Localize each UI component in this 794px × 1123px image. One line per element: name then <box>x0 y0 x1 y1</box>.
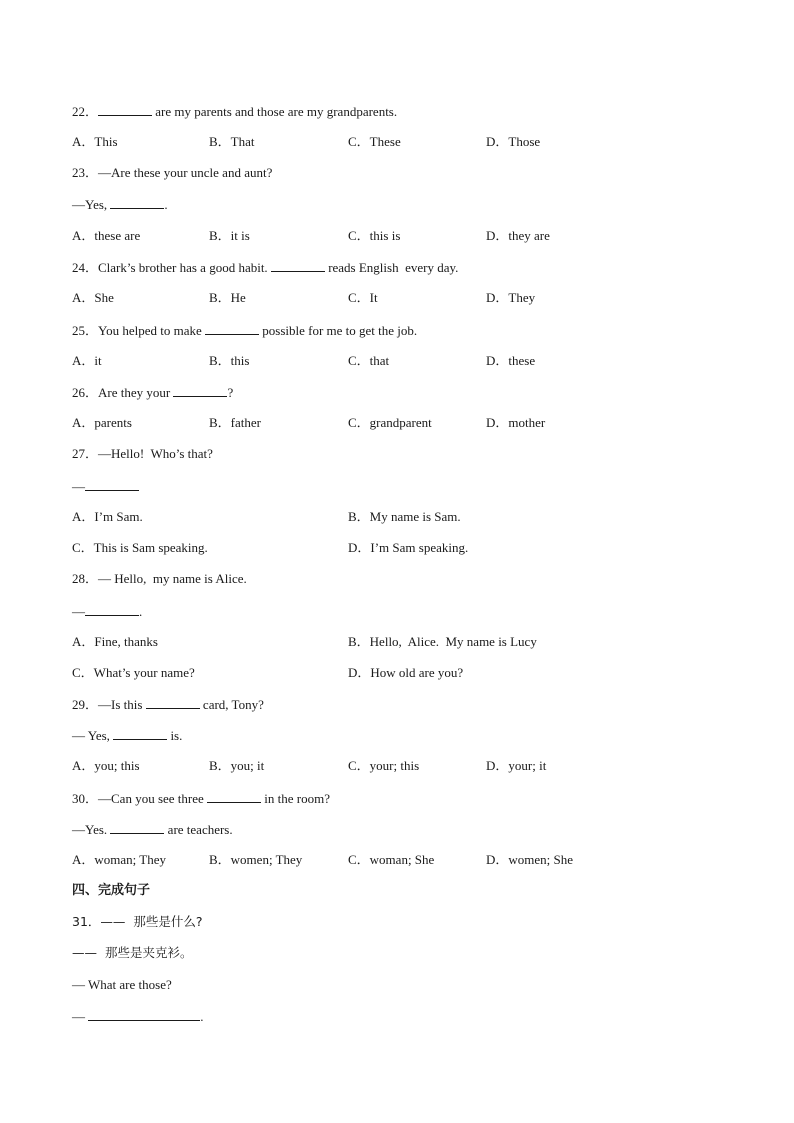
question-31-chinese-prompt: 31．—— 那些是什么? <box>72 914 203 929</box>
option-a[interactable]: A．it <box>72 353 102 368</box>
question-23: 23．—Are these your uncle and aunt? <box>72 165 273 180</box>
answer-blank[interactable] <box>110 195 164 209</box>
option-d[interactable]: D．these <box>486 353 536 368</box>
option-d[interactable]: D．your; it <box>486 758 547 773</box>
option-a[interactable]: A．parents <box>72 415 132 430</box>
question-31-chinese-answer: —— 那些是夹克衫。 <box>72 945 193 960</box>
answer-blank[interactable] <box>173 383 227 397</box>
answer-blank[interactable] <box>146 695 200 709</box>
option-d[interactable]: D．Those <box>486 134 541 149</box>
option-b[interactable]: B．this <box>209 353 250 368</box>
question-27: 27．—Hello! Who’s that? <box>72 446 213 461</box>
question-26: 26．Are they your ? <box>72 385 234 400</box>
option-c[interactable]: C．woman; She <box>348 852 435 867</box>
option-b[interactable]: B．That <box>209 134 255 149</box>
option-a[interactable]: A．I’m Sam. <box>72 509 143 524</box>
answer-blank[interactable] <box>207 789 261 803</box>
answer-blank[interactable] <box>85 477 139 491</box>
option-b[interactable]: B．father <box>209 415 261 430</box>
option-a[interactable]: A．Fine, thanks <box>72 634 158 649</box>
option-a[interactable]: A．you; this <box>72 758 140 773</box>
answer-blank[interactable] <box>110 820 164 834</box>
question-25: 25．You helped to make possible for me to get the job. <box>72 323 418 338</box>
option-d[interactable]: D．They <box>486 290 536 305</box>
option-a[interactable]: A．This <box>72 134 118 149</box>
option-b[interactable]: B．Hello, Alice. My name is Lucy <box>348 634 537 649</box>
option-a[interactable]: A．She <box>72 290 114 305</box>
option-a[interactable]: A．woman; They <box>72 852 166 867</box>
option-b[interactable]: B．you; it <box>209 758 265 773</box>
option-d[interactable]: D．they are <box>486 228 550 243</box>
option-c[interactable]: C．this is <box>348 228 401 243</box>
option-d[interactable]: D．I’m Sam speaking. <box>348 540 469 555</box>
section-heading: 四、完成句子 <box>72 883 151 898</box>
option-c[interactable]: C．It <box>348 290 378 305</box>
question-22: 22． are my parents and those are my grandparents. <box>72 104 398 119</box>
answer-blank[interactable] <box>85 602 139 616</box>
option-d[interactable]: D．mother <box>486 415 546 430</box>
option-b[interactable]: B．it is <box>209 228 250 243</box>
question-27-reply: — <box>72 477 139 495</box>
question-28-reply: — . <box>72 604 143 619</box>
option-c[interactable]: C．This is Sam speaking. <box>72 540 208 555</box>
question-29: 29．—Is this card, Tony? <box>72 697 264 712</box>
answer-blank[interactable] <box>88 1007 200 1021</box>
option-d[interactable]: D．How old are you? <box>348 665 464 680</box>
answer-blank[interactable] <box>98 102 152 116</box>
option-a[interactable]: A．these are <box>72 228 141 243</box>
option-b[interactable]: B．He <box>209 290 246 305</box>
option-c[interactable]: C．your; this <box>348 758 420 773</box>
question-30-reply: —Yes. are teachers. <box>72 822 233 837</box>
question-31-english: — What are those? <box>72 977 172 992</box>
option-c[interactable]: C．These <box>348 134 401 149</box>
answer-blank[interactable] <box>113 726 167 740</box>
question-28: 28．— Hello, my name is Alice. <box>72 571 247 586</box>
answer-blank[interactable] <box>205 321 259 335</box>
option-b[interactable]: B．women; They <box>209 852 303 867</box>
option-c[interactable]: C．that <box>348 353 390 368</box>
option-c[interactable]: C．What’s your name? <box>72 665 195 680</box>
option-b[interactable]: B．My name is Sam. <box>348 509 461 524</box>
question-23-reply: —Yes, . <box>72 197 168 212</box>
question-24: 24．Clark’s brother has a good habit. reads English every day. <box>72 260 459 275</box>
question-31-reply: — . <box>72 1009 204 1024</box>
question-30: 30．—Can you see three in the room? <box>72 791 330 806</box>
option-c[interactable]: C．grandparent <box>348 415 432 430</box>
option-d[interactable]: D．women; She <box>486 852 574 867</box>
question-29-reply: — Yes, is. <box>72 728 183 743</box>
answer-blank[interactable] <box>271 258 325 272</box>
